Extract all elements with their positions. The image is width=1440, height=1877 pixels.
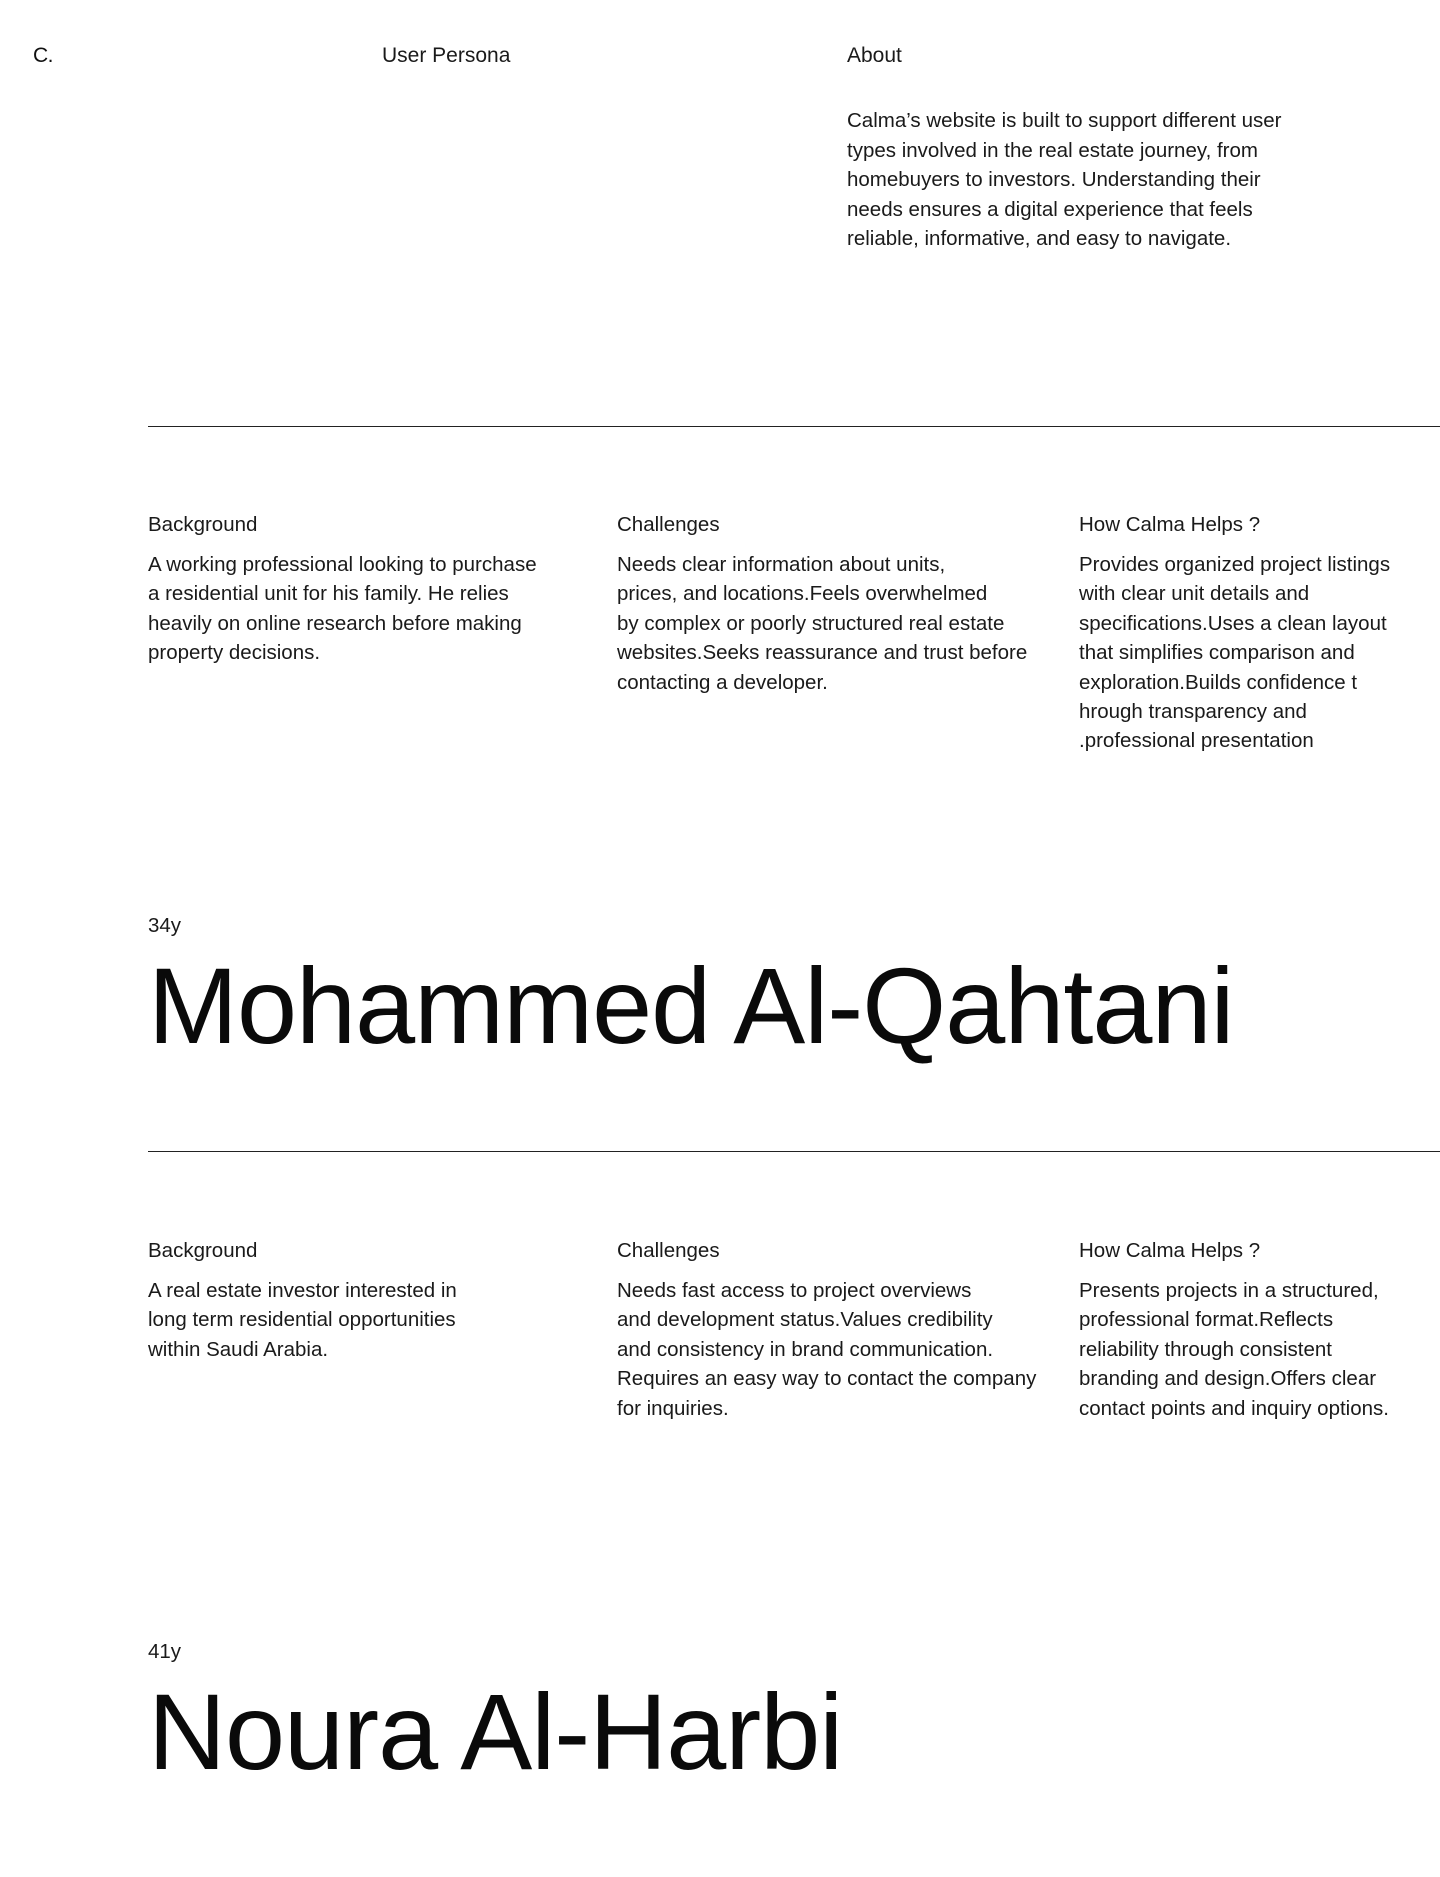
how-calma-helps-text: Presents projects in a structured, professional format.Reflects reliability through consistent branding and design.Offers clear contact points and inquiry options. [1079, 1279, 1389, 1420]
how-calma-helps-heading: How Calma Helps ? [1079, 513, 1261, 536]
persona-age: 34y [148, 914, 182, 937]
persona-name: Noura Al-Harbi [148, 1671, 843, 1792]
challenges-column [617, 512, 1057, 697]
background-heading: Background [148, 1239, 258, 1262]
background-text: A real estate investor interested in long term residential opportunities within Saudi Arabia. [148, 1279, 457, 1361]
challenges-text: Needs fast access to project overviews and development status.Values credibility and consistency in brand communication. Requires an easy way to contact the company for inquiries. [617, 1279, 1037, 1420]
how-calma-helps-column [1079, 512, 1429, 756]
challenges-heading: Challenges [617, 513, 720, 536]
how-calma-helps-heading: How Calma Helps ? [1079, 1239, 1261, 1262]
section-divider [148, 426, 1440, 427]
page-title: User Persona [382, 44, 511, 67]
challenges-text: Needs clear information about units, prices, and locations.Feels overwhelmed by complex or poorly structured real estate websites.Seeks reassurance and trust before contacting a developer. [617, 553, 1028, 694]
logo[interactable]: C. [33, 44, 53, 67]
how-calma-helps-text: Provides organized project listings with clear unit details and specifications.Uses a clean layout that simplifies comparison and exploration.Builds confidence t hrough transparency and .professional presentation [1079, 553, 1391, 753]
persona-name: Mohammed Al-Qahtani [148, 945, 1234, 1066]
how-calma-helps-column [1079, 1238, 1434, 1423]
about-heading: About [847, 44, 902, 67]
persona-age: 41y [148, 1640, 182, 1663]
background-column [148, 1238, 568, 1364]
background-column [148, 512, 568, 668]
challenges-heading: Challenges [617, 1239, 720, 1262]
background-text: A working professional looking to purchase a residential unit for his family. He relies heavily on online research before making property decisions. [148, 553, 537, 665]
section-divider [148, 1151, 1440, 1152]
background-heading: Background [148, 513, 258, 536]
challenges-column [617, 1238, 1067, 1423]
about-text: Calma’s website is built to support different user types involved in the real estate journey, from homebuyers to investors. Understanding their needs ensures a digital experience that feels reliable, informative, and easy to navigate. [847, 109, 1282, 250]
